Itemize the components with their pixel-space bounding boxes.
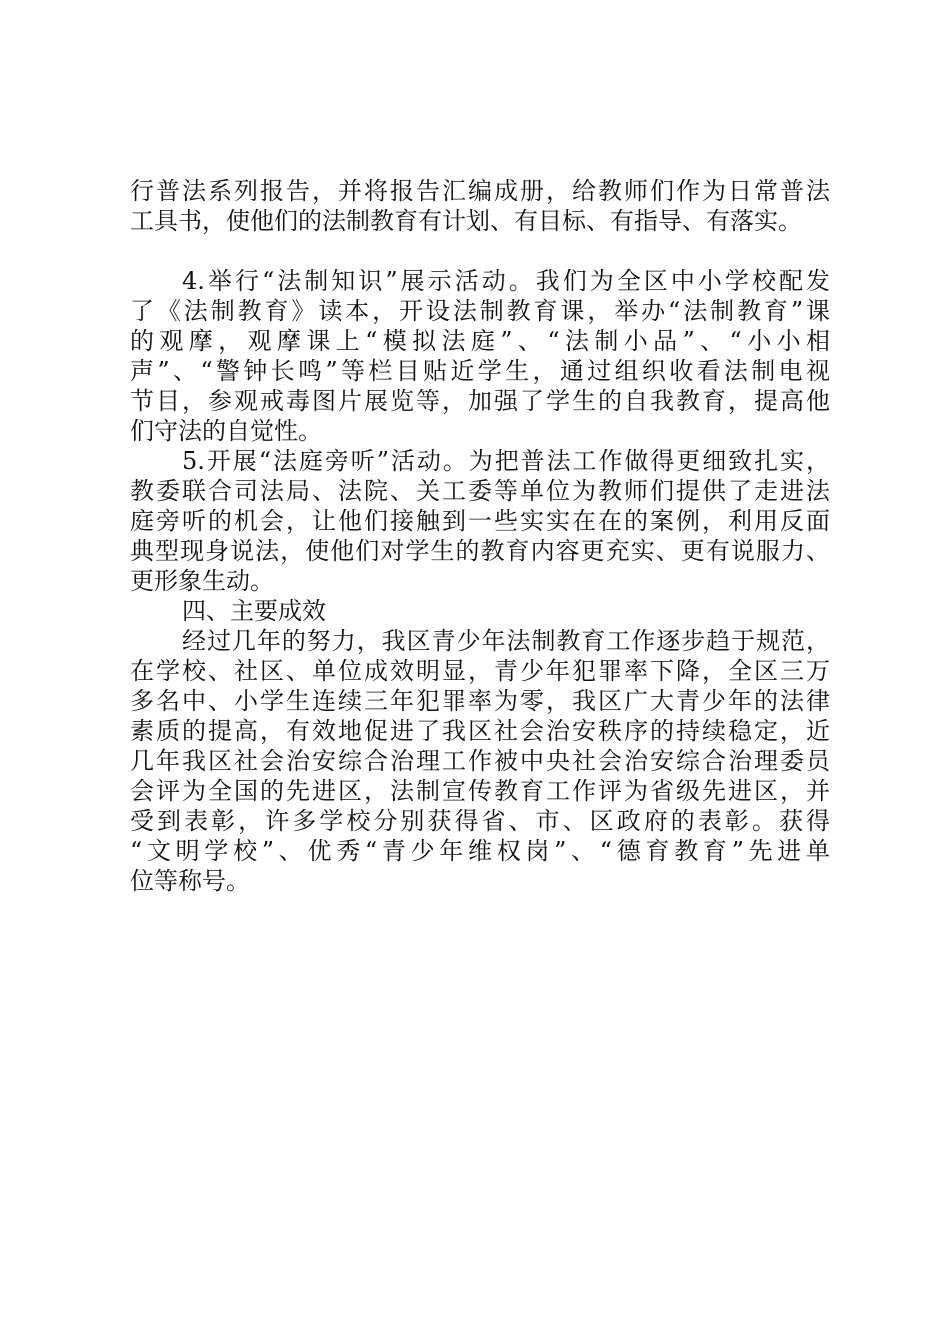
- text-line: 教委联合司法局、法院、关工委等单位为教师们提供了走进法: [130, 477, 830, 505]
- text-line: 多名中、小学生连续三年犯罪率为零，我区广大青少年的法律: [130, 687, 830, 715]
- heading-text: 四、主要成效: [182, 597, 326, 625]
- paragraph-gap: [130, 236, 830, 266]
- text-line: 声”、“警钟长鸣”等栏目贴近学生，通过组织收看法制电视: [130, 357, 830, 385]
- paragraph-continuation: [130, 176, 830, 236]
- text-line: 典型现身说法，使他们对学生的教育内容更充实、更有说服力、: [130, 537, 830, 565]
- text-line: 庭旁听的机会，让他们接触到一些实实在在的案例，利用反面: [130, 507, 830, 535]
- text-line: 的观摩，观摩课上“模拟法庭”、“法制小品”、“小小相: [130, 327, 830, 355]
- text-line: 4.举行“法制知识”展示活动。我们为全区中小学校配发: [182, 267, 830, 295]
- text-line: “文明学校”、优秀“青少年维权岗”、“德育教育”先进单: [130, 837, 830, 865]
- text-line: 工具书，使他们的法制教育有计划、有目标、有指导、有落实。: [130, 207, 802, 235]
- document-body: [130, 176, 830, 896]
- text-line: 在学校、社区、单位成效明显，青少年犯罪率下降，全区三万: [130, 657, 830, 685]
- paragraph-item-4: [130, 266, 830, 446]
- text-line: 们守法的自觉性。: [130, 417, 322, 445]
- text-line: 了《法制教育》读本，开设法制教育课，举办“法制教育”课: [130, 297, 830, 325]
- text-line: 素质的提高，有效地促进了我区社会治安秩序的持续稳定，近: [130, 717, 830, 745]
- text-line: 节目，参观戒毒图片展览等，加强了学生的自我教育，提高他: [130, 387, 830, 415]
- text-line: 更形象生动。: [130, 567, 274, 595]
- text-line: 位等称号。: [130, 867, 250, 895]
- text-line: 几年我区社会治安综合治理工作被中央社会治安综合治理委员: [130, 747, 830, 775]
- text-line: 经过几年的努力，我区青少年法制教育工作逐步趋于规范，: [182, 627, 830, 655]
- text-line: 行普法系列报告，并将报告汇编成册，给教师们作为日常普法: [130, 177, 830, 205]
- section-heading: [130, 596, 830, 626]
- text-line: 受到表彰，许多学校分别获得省、市、区政府的表彰。获得: [130, 807, 830, 835]
- paragraph-results: [130, 626, 830, 896]
- text-line: 5.开展“法庭旁听”活动。为把普法工作做得更细致扎实，: [182, 447, 830, 475]
- text-line: 会评为全国的先进区，法制宣传教育工作评为省级先进区，并: [130, 777, 830, 805]
- paragraph-item-5: [130, 446, 830, 596]
